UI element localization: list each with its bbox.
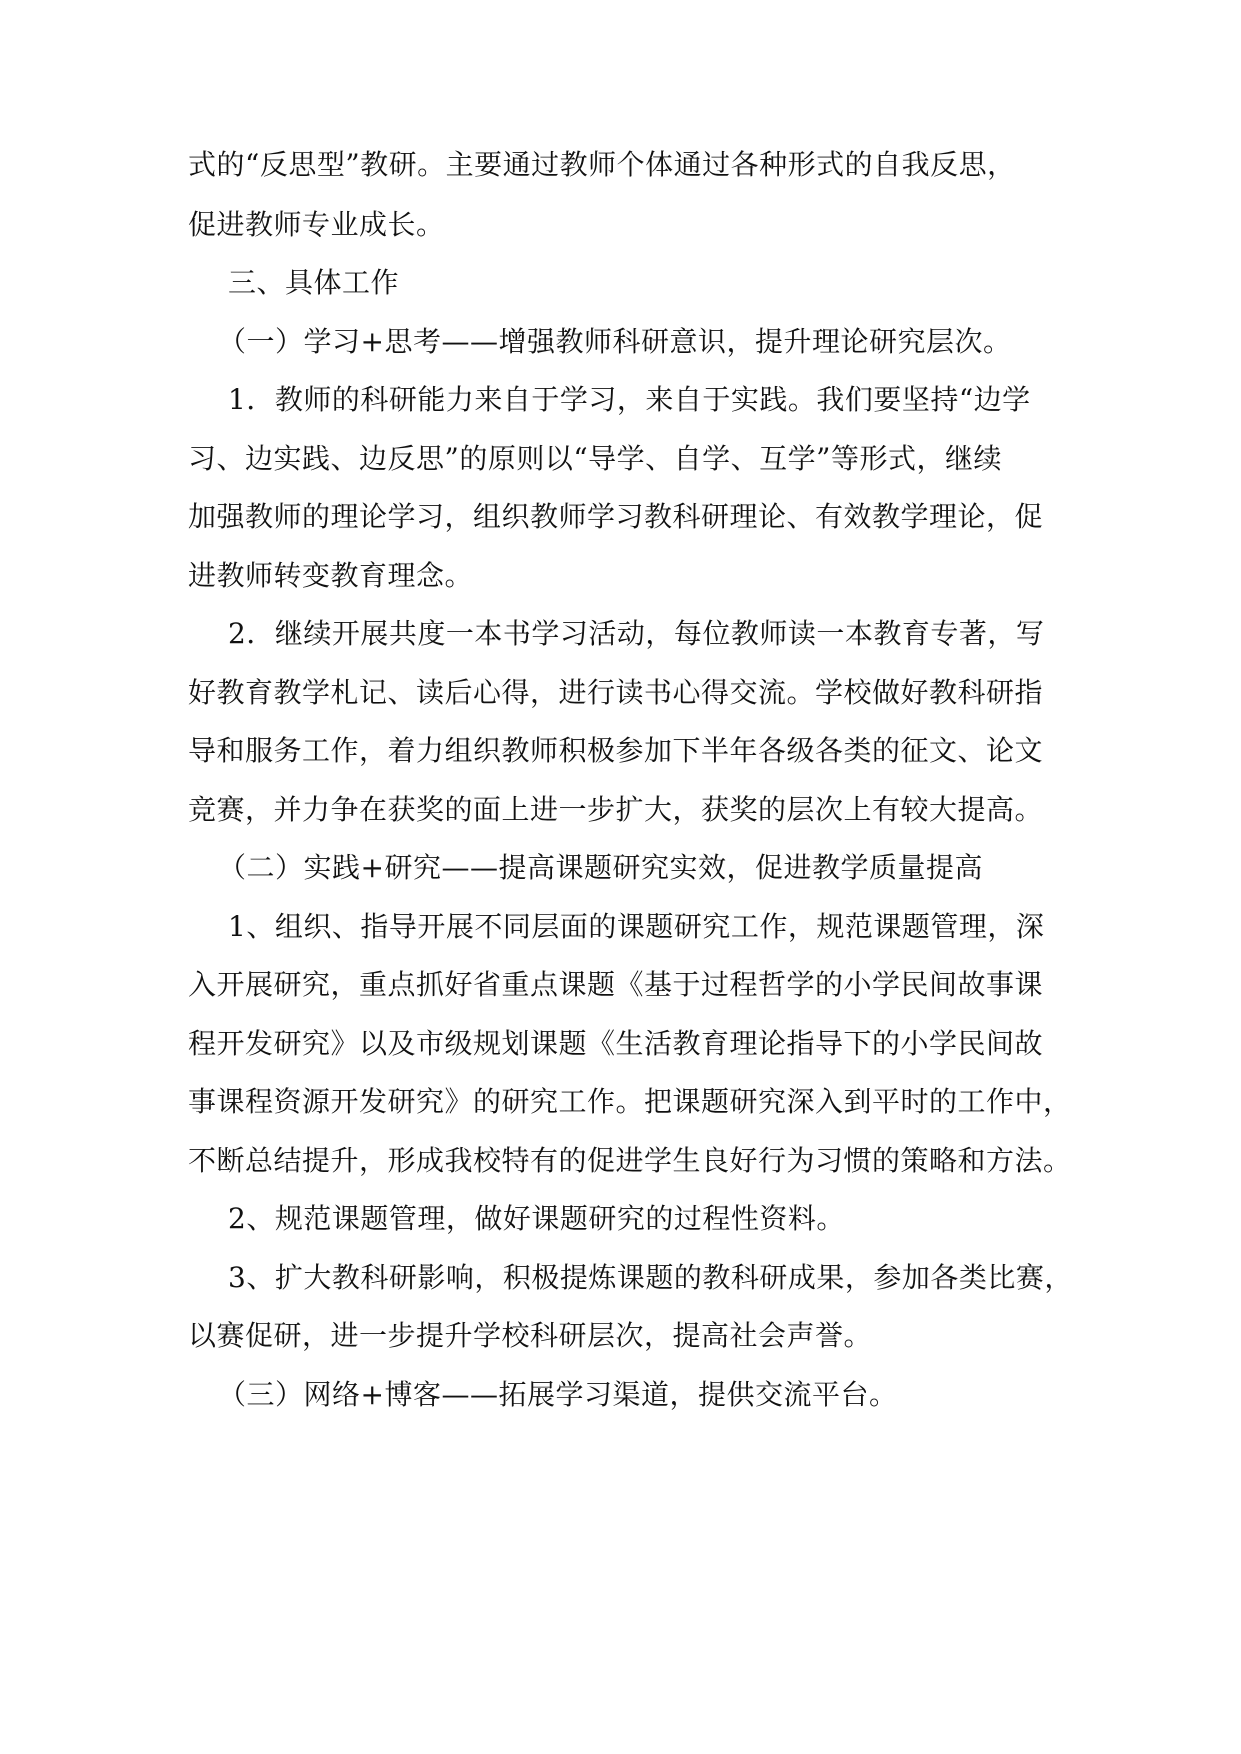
text-line: 以赛促研，进一步提升学校科研层次，提高社会声誉。	[188, 1319, 873, 1352]
text-line: 导和服务工作，着力组织教师积极参加下半年各级各类的征文、论文	[188, 734, 1044, 767]
text-line: 事课程资源开发研究》的研究工作。把课题研究深入到平时的工作中，	[188, 1085, 1072, 1118]
text-line: 竞赛，并力争在获奖的面上进一步扩大，获奖的层次上有较大提高。	[188, 793, 1044, 826]
text-line: 3、扩大教科研影响，积极提炼课题的教科研成果，参加各类比赛，	[228, 1261, 1073, 1294]
text-line: 好教育教学札记、读后心得，进行读书心得交流。学校做好教科研指	[188, 676, 1044, 709]
subsection-heading: （三）网络+博客——拓展学习渠道，提供交流平台。	[218, 1378, 898, 1411]
text-line: 程开发研究》以及市级规划课题《生活教育理论指导下的小学民间故	[188, 1027, 1044, 1060]
text-line: 2、规范课题管理，做好课题研究的过程性资料。	[228, 1202, 845, 1235]
section-heading: 三、具体工作	[228, 266, 400, 299]
text-line: 加强教师的理论学习，组织教师学习教科研理论、有效教学理论，促	[188, 500, 1044, 533]
text-line: 进教师转变教育理念。	[188, 559, 474, 592]
text-line: 不断总结提升，形成我校特有的促进学生良好行为习惯的策略和方法。	[188, 1144, 1072, 1177]
text-line: 1、组织、指导开展不同层面的课题研究工作，规范课题管理，深	[228, 910, 1045, 943]
text-line: 式的“反思型”教研。主要通过教师个体通过各种形式的自我反思，	[188, 148, 1016, 181]
text-line: 1．教师的科研能力来自于学习，来自于实践。我们要坚持“边学	[228, 383, 1031, 416]
text-line: 促进教师专业成长。	[188, 208, 445, 241]
subsection-heading: （二）实践+研究——提高课题研究实效，促进教学质量提高	[218, 851, 983, 884]
text-line: 入开展研究，重点抓好省重点课题《基于过程哲学的小学民间故事课	[188, 968, 1044, 1001]
subsection-heading: （一）学习+思考——增强教师科研意识，提升理论研究层次。	[218, 325, 1012, 358]
text-line: 2．继续开展共度一本书学习活动，每位教师读一本教育专著，写	[228, 617, 1045, 650]
text-line: 习、边实践、边反思”的原则以“导学、自学、互学”等形式，继续	[188, 442, 1002, 475]
